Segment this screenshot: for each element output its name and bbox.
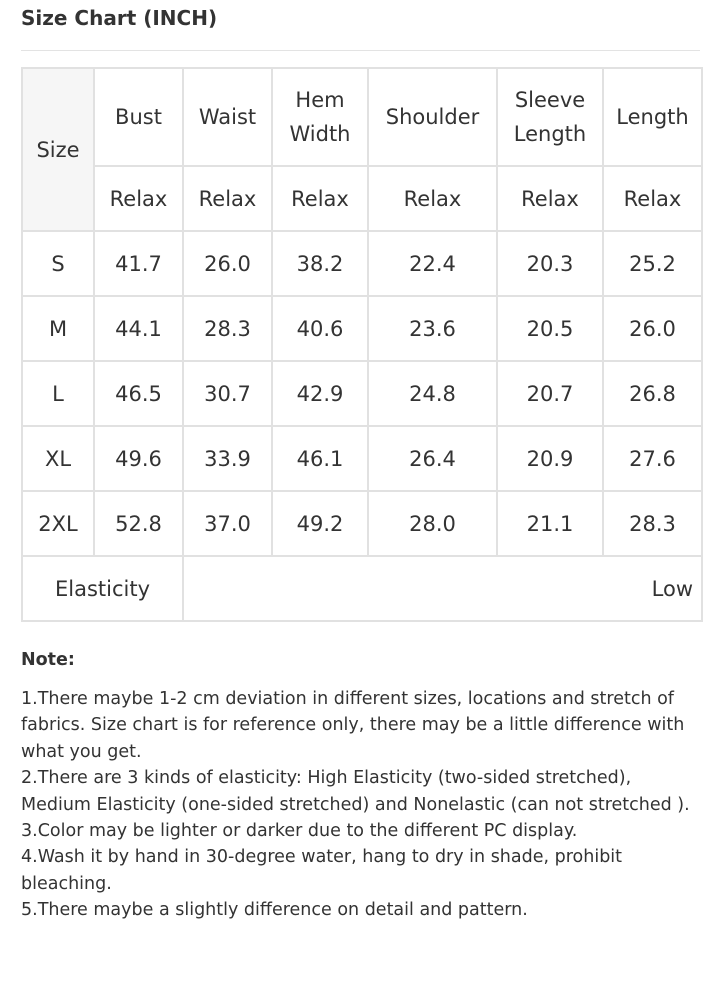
notes-label: Note: xyxy=(21,650,75,670)
subheader-cell: Relax xyxy=(272,166,368,231)
note-item: 2.There are 3 kinds of elasticity: High Elasticity (two-sided stretched), Medium Elasticity (one-sided stretched) and Nonelastic (can not stretched ). xyxy=(21,768,690,815)
page-title: Size Chart (INCH) xyxy=(21,6,218,30)
table-cell: 22.4 xyxy=(368,231,497,296)
table-cell: 26.8 xyxy=(603,361,702,426)
table-cell: 42.9 xyxy=(272,361,368,426)
size-cell: XL xyxy=(22,426,94,491)
table-cell: 38.2 xyxy=(272,231,368,296)
table-cell: 26.4 xyxy=(368,426,497,491)
table-cell: 46.5 xyxy=(94,361,183,426)
size-column-header: Size xyxy=(22,68,94,231)
table-cell: 33.9 xyxy=(183,426,272,491)
subheader-cell: Relax xyxy=(94,166,183,231)
elasticity-row xyxy=(22,556,702,621)
header-row xyxy=(22,68,702,166)
table-cell: 25.2 xyxy=(603,231,702,296)
table-row xyxy=(22,426,702,491)
table-cell: 26.0 xyxy=(603,296,702,361)
table-cell: 37.0 xyxy=(183,491,272,556)
table-cell: 20.7 xyxy=(497,361,603,426)
table-cell: 20.9 xyxy=(497,426,603,491)
subheader-cell: Relax xyxy=(497,166,603,231)
size-chart-table xyxy=(21,67,703,622)
table-cell: 20.5 xyxy=(497,296,603,361)
table-cell: 52.8 xyxy=(94,491,183,556)
table-cell: 28.3 xyxy=(603,491,702,556)
size-cell: L xyxy=(22,361,94,426)
subheader-cell: Relax xyxy=(603,166,702,231)
notes-section xyxy=(21,647,701,924)
table-row xyxy=(22,491,702,556)
column-header-bust: Bust xyxy=(94,68,183,166)
note-item: 5.There maybe a slightly difference on detail and pattern. xyxy=(21,900,528,921)
table-cell: 20.3 xyxy=(497,231,603,296)
table-cell: 49.6 xyxy=(94,426,183,491)
table-cell: 40.6 xyxy=(272,296,368,361)
table-cell: 26.0 xyxy=(183,231,272,296)
column-header-hem-width: Hem Width xyxy=(272,68,368,166)
note-item: 4.Wash it by hand in 30-degree water, hang to dry in shade, prohibit bleaching. xyxy=(21,847,623,894)
column-header-waist: Waist xyxy=(183,68,272,166)
table-cell: 27.6 xyxy=(603,426,702,491)
size-cell: M xyxy=(22,296,94,361)
subheader-cell: Relax xyxy=(368,166,497,231)
subheader-cell: Relax xyxy=(183,166,272,231)
column-header-sleeve-length: Sleeve Length xyxy=(497,68,603,166)
table-cell: 46.1 xyxy=(272,426,368,491)
table-cell: 23.6 xyxy=(368,296,497,361)
elasticity-value: Low xyxy=(183,556,702,621)
table-row xyxy=(22,231,702,296)
table-cell: 49.2 xyxy=(272,491,368,556)
column-header-length: Length xyxy=(603,68,702,166)
table-cell: 21.1 xyxy=(497,491,603,556)
elasticity-label: Elasticity xyxy=(22,556,183,621)
table-row xyxy=(22,296,702,361)
table-cell: 44.1 xyxy=(94,296,183,361)
table-cell: 24.8 xyxy=(368,361,497,426)
table-cell: 30.7 xyxy=(183,361,272,426)
subheader-row xyxy=(22,166,702,231)
title-divider xyxy=(21,50,700,51)
column-header-shoulder: Shoulder xyxy=(368,68,497,166)
table-cell: 28.3 xyxy=(183,296,272,361)
table-cell: 28.0 xyxy=(368,491,497,556)
table-row xyxy=(22,361,702,426)
size-cell: S xyxy=(22,231,94,296)
size-cell: 2XL xyxy=(22,491,94,556)
table-cell: 41.7 xyxy=(94,231,183,296)
note-item: 3.Color may be lighter or darker due to the different PC display. xyxy=(21,821,578,842)
note-item: 1.There maybe 1-2 cm deviation in different sizes, locations and stretch of fabrics. Size chart is for reference only, there may be a little difference with what you get. xyxy=(21,689,685,762)
